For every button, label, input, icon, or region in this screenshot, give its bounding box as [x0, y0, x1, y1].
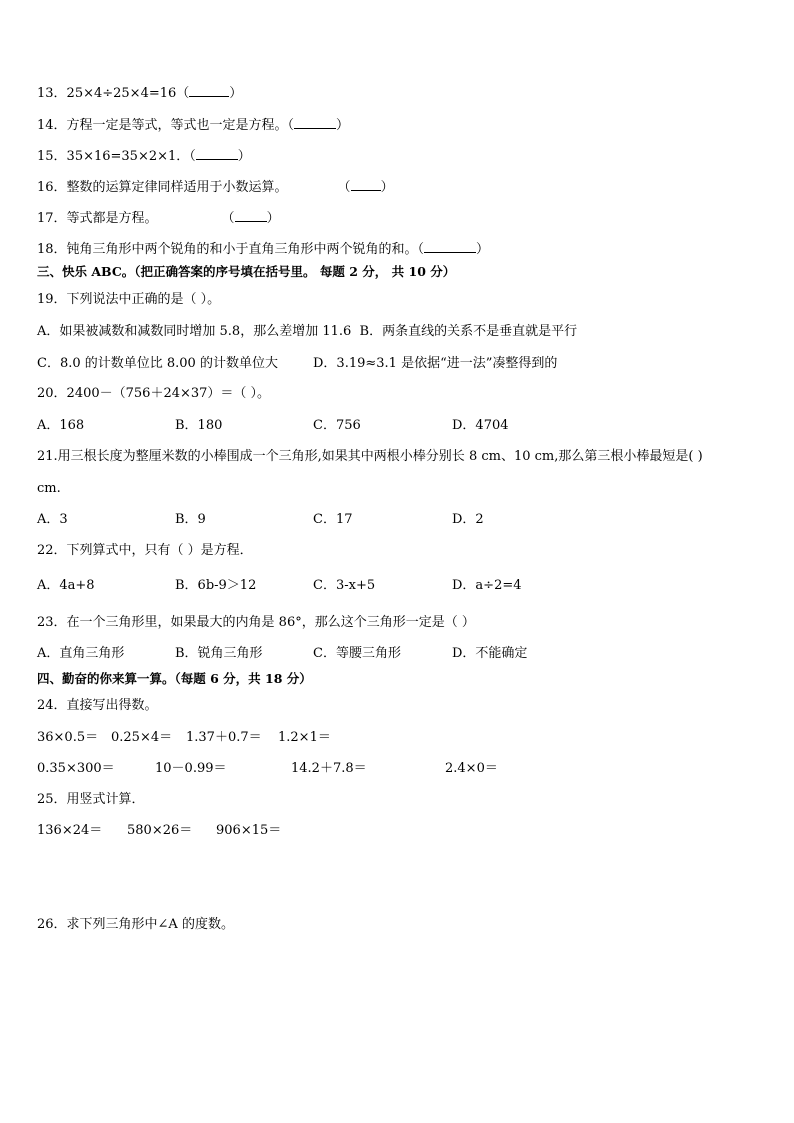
option-d[interactable]: D．3.19≈3.1 是依据“进一法”凑整得到的: [313, 356, 558, 371]
calc-item: 0.35×300＝: [37, 761, 115, 776]
calc-item: 2.4×0＝: [445, 761, 498, 776]
question-19-stem: 19．下列说法中正确的是（ ）。: [37, 292, 221, 307]
option-c[interactable]: C．等腰三角形: [313, 646, 401, 661]
question-13: 13．25×4÷25×4=16（ ）: [37, 86, 243, 101]
section-3-title: 三、快乐 ABC。（把正确答案的序号填在括号里。 每题 2 分， 共 10 分）: [37, 264, 456, 279]
option-d[interactable]: D．a÷2=4: [452, 578, 522, 593]
option-a[interactable]: A．168: [37, 418, 85, 433]
option-c[interactable]: C．756: [313, 418, 361, 433]
question-25-stem: 25．用竖式计算．: [37, 792, 145, 807]
answer-blank[interactable]: [189, 84, 229, 97]
calc-item: 136×24＝: [37, 823, 103, 838]
option-a[interactable]: A．4a+8: [37, 578, 95, 593]
option-b[interactable]: B．两条直线的关系不是垂直就是平行: [359, 324, 578, 339]
option-b[interactable]: B．9: [175, 512, 206, 527]
answer-blank[interactable]: [196, 147, 238, 160]
answer-blank[interactable]: [351, 178, 381, 191]
question-24-stem: 24．直接写出得数。: [37, 698, 158, 713]
calc-item: 1.37＋0.7＝: [186, 730, 262, 745]
option-a[interactable]: A．3: [37, 512, 68, 527]
option-b[interactable]: B．锐角三角形: [175, 646, 263, 661]
option-c[interactable]: C．17: [313, 512, 353, 527]
option-d[interactable]: D．不能确定: [452, 646, 528, 661]
calc-item: 580×26＝: [127, 823, 193, 838]
question-21-unit: cm.: [37, 481, 61, 496]
question-19-row1: [37, 324, 577, 340]
answer-blank[interactable]: [424, 240, 476, 253]
calc-item: 36×0.5＝: [37, 730, 99, 745]
option-a[interactable]: A．如果被减数和减数同时增加 5.8，那么差增加 11.6: [37, 324, 352, 339]
answer-blank[interactable]: [294, 116, 336, 129]
question-23-stem: 23．在一个三角形里，如果最大的内角是 86°，那么这个三角形一定是（ ）: [37, 615, 475, 630]
option-c[interactable]: C．8.0 的计数单位比 8.00 的计数单位大: [37, 356, 278, 371]
question-21-stem: 21.用三根长度为整厘米数的小棒围成一个三角形,如果其中两根小棒分别长 8 cm、10 cm,那么第三根小棒最短是( ): [37, 449, 703, 464]
option-a[interactable]: A．直角三角形: [37, 646, 125, 661]
answer-blank[interactable]: [235, 209, 267, 222]
section-4-title: 四、勤奋的你来算一算。（每题 6 分，共 18 分）: [37, 671, 312, 686]
question-14: 14．方程一定是等式，等式也一定是方程。（ ）: [37, 118, 350, 133]
calc-item: 0.25×4＝: [111, 730, 173, 745]
question-22-stem: 22．下列算式中，只有（ ）是方程．: [37, 543, 253, 558]
option-d[interactable]: D．2: [452, 512, 484, 527]
calc-item: 10－0.99＝: [155, 761, 227, 776]
question-26-stem: 26．求下列三角形中∠A 的度数。: [37, 917, 234, 932]
option-b[interactable]: B．6b-9＞12: [175, 578, 257, 593]
option-d[interactable]: D．4704: [452, 418, 509, 433]
calc-item: 14.2＋7.8＝: [291, 761, 367, 776]
option-b[interactable]: B．180: [175, 418, 223, 433]
question-20-stem: 20．2400－（756＋24×37）＝（ ）。: [37, 386, 271, 401]
question-17: 17．等式都是方程。 （ ）: [37, 211, 280, 226]
question-15: 15．35×16=35×2×1．（ ）: [37, 149, 251, 164]
question-16: 16．整数的运算定律同样适用于小数运算。 （ ）: [37, 180, 394, 195]
calc-item: 906×15＝: [216, 823, 282, 838]
calc-item: 1.2×1＝: [278, 730, 331, 745]
option-c[interactable]: C．3-x+5: [313, 578, 376, 593]
question-18: 18．钝角三角形中两个锐角的和小于直角三角形中两个锐角的和。（ ）: [37, 242, 490, 257]
